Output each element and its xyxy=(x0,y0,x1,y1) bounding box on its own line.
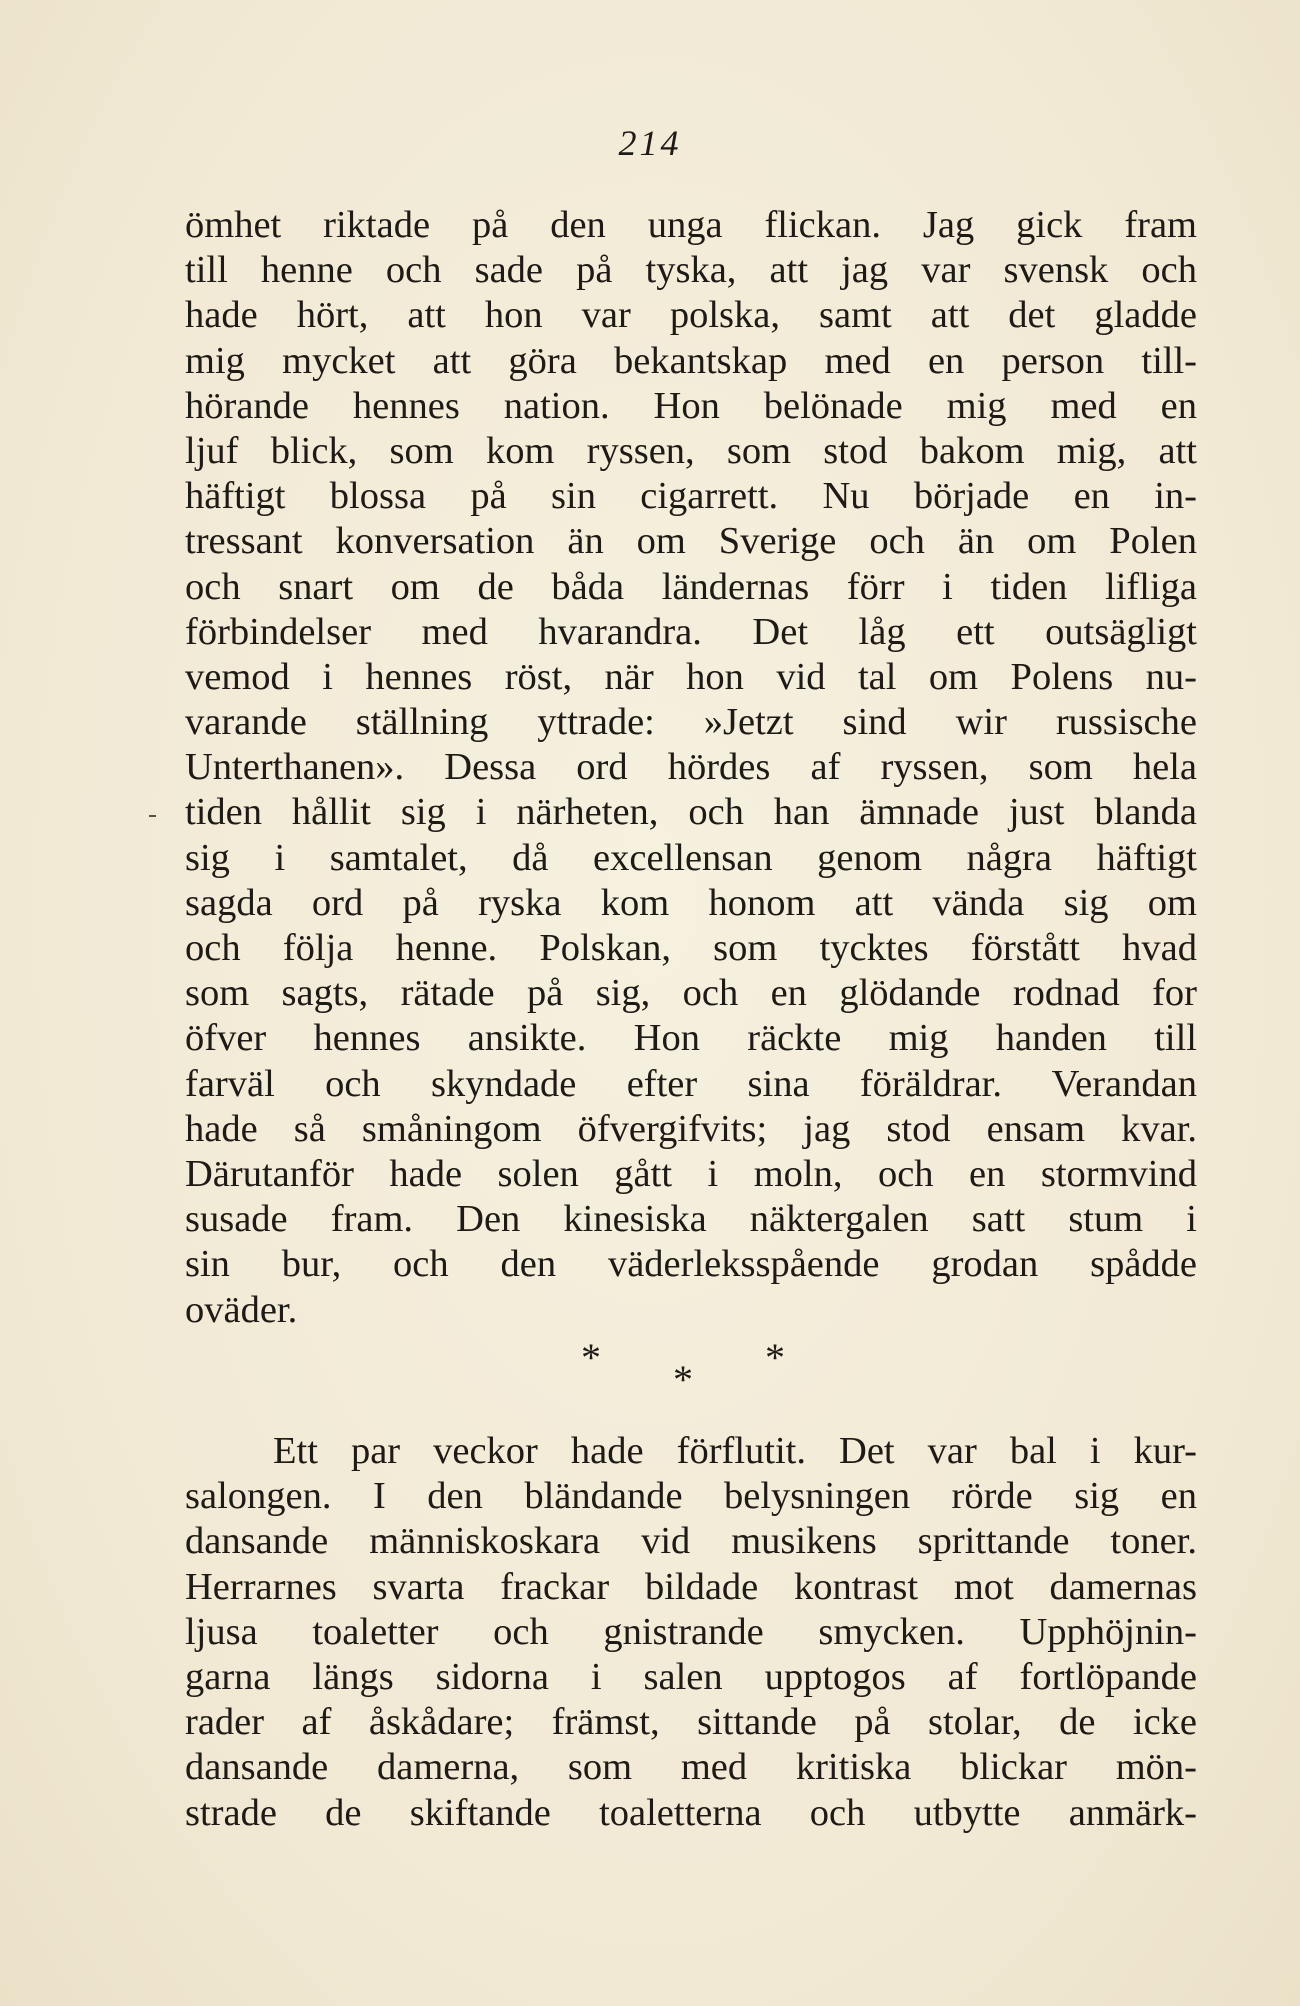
text-line: häftigt blossa på sin cigarrett. Nu började en in- xyxy=(185,475,1197,518)
paragraph-1 xyxy=(185,203,1197,1333)
asterisk: * xyxy=(765,1335,785,1380)
text-line: Ett par veckor hade förflutit. Det var bal i kur- xyxy=(273,1430,1197,1472)
text-line: tiden hållit sig i närheten, och han ämnade just blanda xyxy=(185,791,1197,834)
text-line: tressant konversation än om Sverige och än om Polen xyxy=(185,520,1197,563)
text-line: farväl och skyndade efter sina föräldrar. Verandan xyxy=(185,1062,1197,1105)
section-separator xyxy=(0,1335,1300,1402)
text-line: rader af åskådare; främst, sittande på stolar, de icke xyxy=(185,1701,1197,1744)
text-line: hade hört, att hon var polska, samt att det gladde xyxy=(185,294,1197,337)
text-line: och snart om de båda ländernas förr i tiden lifliga xyxy=(185,565,1197,608)
text-line: ömhet riktade på den unga flickan. Jag gick fram xyxy=(185,204,1197,246)
text-line: till henne och sade på tyska, att jag var svensk och xyxy=(185,249,1197,292)
text-line: hörande hennes nation. Hon belönade mig med en xyxy=(185,384,1197,427)
text-line: Därutanför hade solen gått i moln, och en stormvind xyxy=(185,1152,1197,1195)
text-line: Herrarnes svarta frackar bildade kontrast mot damernas xyxy=(185,1565,1197,1608)
text-line: vemod i hennes röst, när hon vid tal om Polens nu- xyxy=(185,655,1197,698)
asterisk: * xyxy=(673,1357,693,1402)
text-line: hade så småningom öfvergifvits; jag stod ensam kvar. xyxy=(185,1107,1197,1150)
text-line: sagda ord på ryska kom honom att vända sig om xyxy=(185,881,1197,924)
text-line: sig i samtalet, då excellensan genom några häftigt xyxy=(185,836,1197,879)
text-line: ljusa toaletter och gnistrande smycken. Upphöjnin- xyxy=(185,1610,1197,1653)
text-line: och följa henne. Polskan, som tycktes förstått hvad xyxy=(185,927,1197,969)
page-number: 214 xyxy=(618,123,682,163)
text-line: garna längs sidorna i salen upptogos af fortlöpande xyxy=(185,1655,1197,1698)
text-line: öfver hennes ansikte. Hon räckte mig handen till xyxy=(185,1017,1197,1060)
text-line: strade de skiftande toaletterna och utbytte anmärk- xyxy=(185,1791,1197,1834)
asterisk: * xyxy=(581,1335,601,1380)
text-line: som sagts, rätade på sig, och en glödande rodnad for xyxy=(185,972,1197,1015)
text-line: förbindelser med hvarandra. Det låg ett outsägligt xyxy=(185,610,1197,653)
text-line: dansande människoskara vid musikens sprittande toner. xyxy=(185,1520,1197,1563)
text-line: mig mycket att göra bekantskap med en person till- xyxy=(185,339,1197,382)
text-line: salongen. I den bländande belysningen rörde sig en xyxy=(185,1475,1197,1518)
text-line: varande ställning yttrade: »Jetzt sind wir russische xyxy=(185,701,1197,744)
text-line: oväder. xyxy=(185,1288,298,1331)
text-line: sin bur, och den väderleksspående grodan spådde xyxy=(185,1243,1197,1286)
text-line: Unterthanen». Dessa ord hördes af ryssen, som hela xyxy=(185,746,1197,789)
paragraph-2 xyxy=(185,1429,1197,1836)
text-line: ljuf blick, som kom ryssen, som stod bakom mig, att xyxy=(185,429,1197,472)
text-line: susade fram. Den kinesiska näktergalen satt stum i xyxy=(185,1198,1197,1241)
text-line: dansande damerna, som med kritiska blickar mön- xyxy=(185,1746,1197,1789)
margin-mark xyxy=(149,815,156,817)
